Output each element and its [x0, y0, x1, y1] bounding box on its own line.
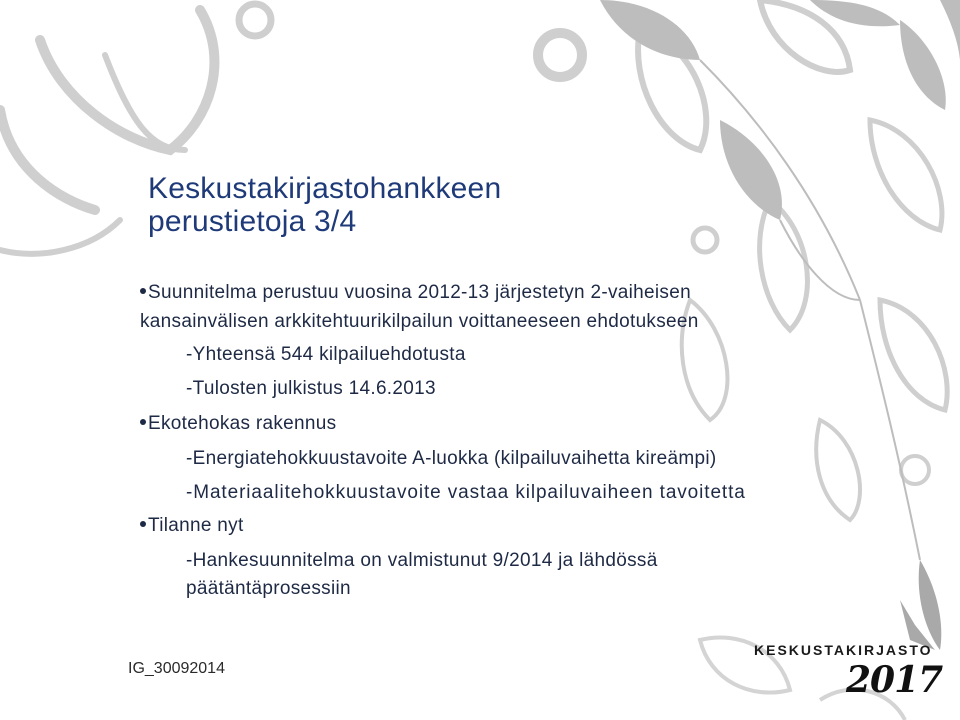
bullet-1-sub-1: -Yhteensä 544 kilpailuehdotusta — [186, 344, 466, 365]
bullet-dot-icon — [140, 288, 146, 294]
logo-name: KESKUSTAKIRJASTO — [754, 642, 933, 658]
bullet-3-line1: Tilanne nyt — [140, 515, 244, 537]
slide-title-line2: perustietoja 3/4 — [148, 205, 357, 238]
bullet-2-sub-2: -Materiaalitehokkuustavoite vastaa kilpailuvaiheen tavoitetta — [186, 482, 746, 503]
slide-title-line1: Keskustakirjastohankkeen — [148, 172, 502, 205]
bullet-2-sub-1: -Energiatehokkuustavoite A-luokka (kilpailuvaihetta kireämpi) — [186, 448, 717, 469]
bullet-3-sub-2: päätäntäprosessiin — [186, 578, 351, 599]
bullet-3-sub-1: -Hankesuunnitelma on valmistunut 9/2014 ja lähdössä — [186, 550, 658, 571]
logo-year: 2017 — [846, 659, 943, 701]
bullet-dot-icon — [140, 419, 146, 425]
bullet-1-line2: kansainvälisen arkkitehtuurikilpailun voittaneeseen ehdotukseen — [140, 311, 699, 332]
keskustakirjasto-logo — [742, 640, 952, 720]
bullet-dot-icon — [140, 521, 146, 527]
bullet-1-sub-2: -Tulosten julkistus 14.6.2013 — [186, 378, 436, 399]
bullet-2-line1: Ekotehokas rakennus — [140, 413, 336, 435]
footer-code: IG_30092014 — [128, 660, 225, 677]
bullet-1-line1: Suunnitelma perustuu vuosina 2012-13 järjestetyn 2-vaiheisen — [140, 282, 691, 304]
